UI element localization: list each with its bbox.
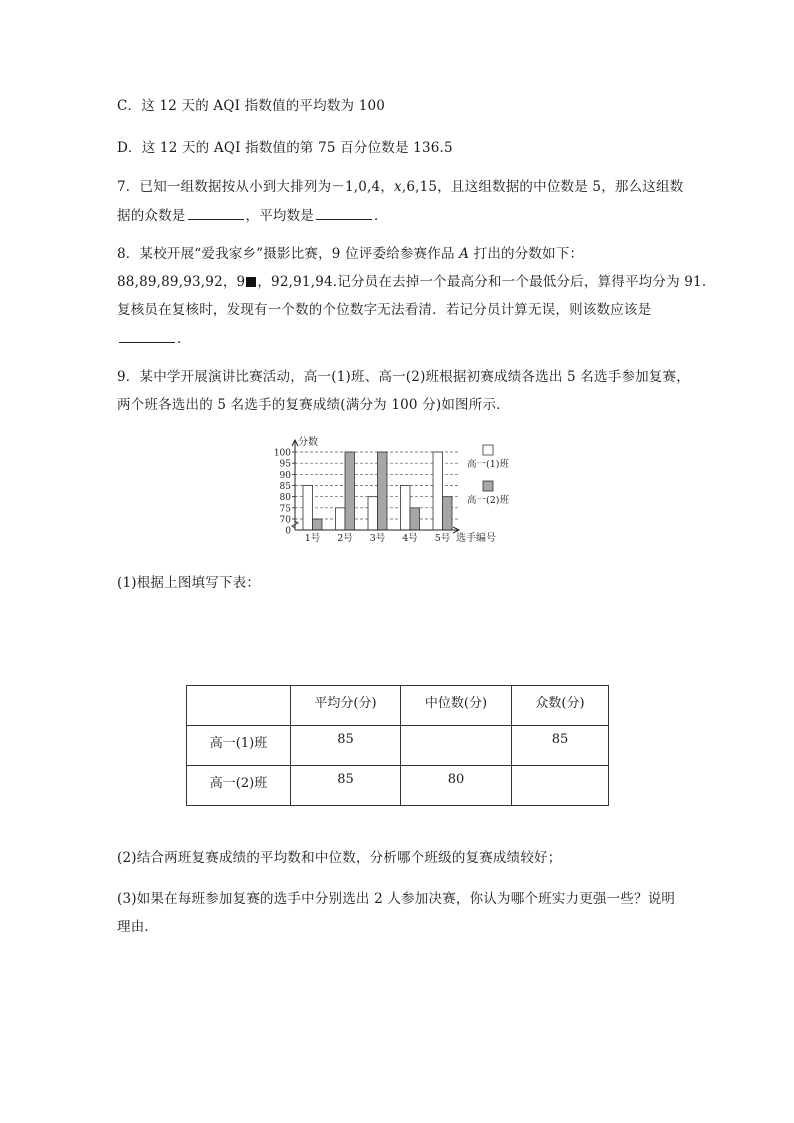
bar [303, 486, 313, 531]
score-bar-chart [266, 434, 516, 548]
table-header-cell: 中位数(分) [401, 686, 512, 726]
part-3-prompt-line-1: (3)如果在每班参加复赛的选手中分别选出 2 人参加决赛，你认为哪个班实力更强一些？说明 [117, 891, 676, 907]
question-9-line-1: 9．某中学开展演讲比赛活动，高一(1)班、高一(2)班根据初赛成绩各选出 5 名选手参加复赛， [117, 369, 690, 385]
legend-swatch [483, 445, 493, 455]
part-1-prompt: (1)根据上图填写下表： [117, 575, 261, 591]
bar [313, 519, 323, 530]
chart-xlabel: 选手编号 [456, 533, 496, 544]
question-8-line-3: 复核员在复核时，发现有一个数的个位数字无法看清．若记分员计算无误，则该数应该是 [117, 302, 652, 318]
q7-text-b: ,6,15，且这组数据的中位数是 5，那么这组数 [401, 179, 684, 195]
table-cell: 85 [291, 726, 401, 766]
chart-bars [303, 452, 452, 530]
bar [443, 497, 453, 530]
chart-ticks [274, 449, 295, 537]
q7-text-a: 7．已知一组数据按从小到大排列为－1,0,4， [117, 179, 395, 195]
option-d: D．这 12 天的 AQI 指数值的第 75 百分位数是 136.5 [117, 140, 453, 156]
bar [401, 486, 411, 531]
legend-swatch [483, 481, 493, 491]
x-category-label: 5号 [434, 533, 451, 544]
y-tick-label: 95 [279, 459, 291, 470]
question-7-line-1 [117, 177, 683, 197]
question-8-line-2 [117, 272, 706, 292]
table-header-cell: 众数(分) [512, 686, 609, 726]
q7-text-d: ，平均数是 [245, 208, 314, 224]
y-tick-label: 85 [279, 482, 291, 492]
part-3-prompt-line-2: 理由． [117, 919, 159, 935]
q7-text-c: 据的众数是 [117, 208, 186, 224]
table-cell: 85 [512, 726, 609, 766]
q7-text-e: ． [374, 208, 388, 224]
part-2-prompt: (2)结合两班复赛成绩的平均数和中位数，分析哪个班级的复赛成绩较好； [117, 850, 562, 866]
bar [336, 508, 346, 530]
q8-text-e: ． [177, 331, 191, 347]
table-cell: 80 [401, 766, 512, 806]
q8-blank-answer[interactable] [119, 328, 175, 343]
option-c: C．这 12 天的 AQI 指数值的平均数为 100 [117, 98, 386, 114]
chart-legend [467, 445, 509, 506]
question-7-line-2 [117, 205, 388, 226]
table-cell: 高一(2)班 [187, 766, 291, 806]
table-row [187, 766, 609, 806]
y-tick-label: 80 [279, 493, 291, 504]
question-8-line-1 [117, 244, 583, 264]
stats-table [186, 685, 609, 806]
y-tick-label: 100 [273, 448, 291, 459]
table-cell-blank[interactable] [512, 766, 609, 806]
question-8-line-4 [117, 328, 191, 349]
bar [433, 452, 443, 530]
y-tick-label: 0 [285, 526, 291, 537]
bar [368, 497, 378, 530]
q7-var-x: x [394, 179, 402, 195]
obscured-digit-icon [246, 277, 256, 287]
q8-var-a: A [459, 246, 470, 262]
y-tick-label: 75 [279, 504, 291, 515]
table-row [187, 726, 609, 766]
chart-ylabel: 分数 [298, 437, 318, 448]
q8-text-b: 打出的分数如下： [469, 246, 584, 262]
y-tick-label: 70 [279, 515, 291, 526]
x-category-label: 3号 [369, 533, 386, 544]
table-header-cell [187, 686, 291, 726]
x-category-label: 1号 [304, 533, 321, 544]
y-tick-label: 90 [279, 470, 291, 481]
question-9-line-2: 两个班各选出的 5 名选手的复赛成绩(满分为 100 分)如图所示． [117, 397, 510, 413]
bar [345, 452, 355, 530]
table-cell-blank[interactable] [401, 726, 512, 766]
table-header-cell: 平均分(分) [291, 686, 401, 726]
bar [410, 508, 420, 530]
q8-text-a: 8．某校开展“爱我家乡”摄影比赛，9 位评委给参赛作品 [117, 246, 460, 262]
table-cell: 高一(1)班 [187, 726, 291, 766]
table-header-row [187, 686, 609, 726]
q8-text-c: 88,89,89,93,92，9 [117, 274, 246, 290]
bar [378, 452, 388, 530]
q8-text-d: ，92,91,94.记分员在去掉一个最高分和一个最低分后，算得平均分为 91. [257, 274, 707, 290]
table-cell: 85 [291, 766, 401, 806]
legend-label: 高一(1)班 [467, 459, 509, 470]
legend-label: 高一(2)班 [467, 495, 509, 506]
q7-blank-mode[interactable] [188, 205, 244, 220]
x-category-label: 2号 [337, 533, 353, 544]
chart-categories [305, 533, 451, 544]
q7-blank-mean[interactable] [316, 205, 372, 220]
x-category-label: 4号 [402, 533, 418, 544]
